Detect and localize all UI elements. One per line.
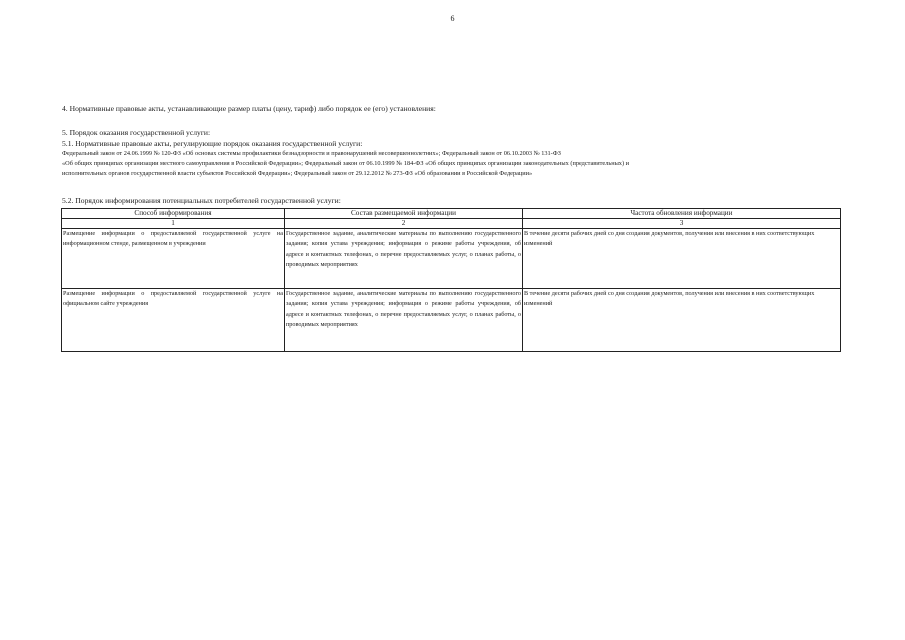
section-4-heading: 4. Нормативные правовые акты, устанавливающие размер платы (цену, тариф) либо порядок ее (его) установления: [62, 104, 436, 113]
table-row [62, 229, 841, 289]
legal-acts-line-1: Федеральный закон от 24.06.1999 № 120-ФЗ «Об основах системы профилактики безнадзорности и правонарушений несовершеннолетних»; Федеральный закон от 06.10.2003 № 131-ФЗ [62, 150, 561, 157]
section-5-1-heading: 5.1. Нормативные правовые акты, регулирующие порядок оказания государственной услуги: [62, 139, 363, 148]
cell-method: Размещение информации о предоставляемой государственной услуге на официальном сайте учреждения [62, 289, 285, 352]
cell-frequency: В течение десяти рабочих дней со дня создания документов, получения или внесения в них соответствующих изменений [523, 289, 841, 352]
column-number-1: 1 [62, 219, 285, 229]
cell-content: Государственное задание, аналитические материалы по выполнению государственного задания; копия устава учреждения; информация о режиме работы учреждения, об адресе и контактных телефонах, о перечне предоставляемых услуг, о планах работы, о проводимых мероприятиях [285, 229, 523, 289]
column-number-3: 3 [523, 219, 841, 229]
header-content: Состав размещаемой информации [285, 209, 523, 219]
legal-acts-line-2: «Об общих принципах организации местного самоуправления в Российской Федерации»; Федеральный закон от 06.10.1999 № 184-ФЗ «Об общих принципах организации законодательных (представительных) и [62, 160, 629, 167]
legal-acts-line-3: исполнительных органов государственной власти субъектов Российской Федерации»; Федеральный закон от 29.12.2012 № 273-ФЗ «Об образовании в Российской Федерации» [62, 170, 533, 177]
header-frequency: Частота обновления информации [523, 209, 841, 219]
cell-method: Размещение информации о предоставляемой государственной услуге на информационном стенде, размещенном в учреждении [62, 229, 285, 289]
table-row [62, 289, 841, 352]
table-number-row [62, 219, 841, 229]
column-number-2: 2 [285, 219, 523, 229]
cell-frequency: В течение десяти рабочих дней со дня создания документов, получения или внесения в них соответствующих изменений [523, 229, 841, 289]
section-5-heading: 5. Порядок оказания государственной услуги: [62, 128, 211, 137]
cell-content: Государственное задание, аналитические материалы по выполнению государственного задания; копия устава учреждения; информация о режиме работы учреждения, об адресе и контактных телефонах, о перечне предоставляемых услуг, о планах работы, о проводимых мероприятиях [285, 289, 523, 352]
header-method: Способ информирования [62, 209, 285, 219]
table-header-row [62, 209, 841, 219]
section-5-2-heading: 5.2. Порядок информирования потенциальных потребителей государственной услуги: [62, 196, 341, 205]
page-number: 6 [450, 14, 455, 23]
informing-table [61, 208, 841, 352]
